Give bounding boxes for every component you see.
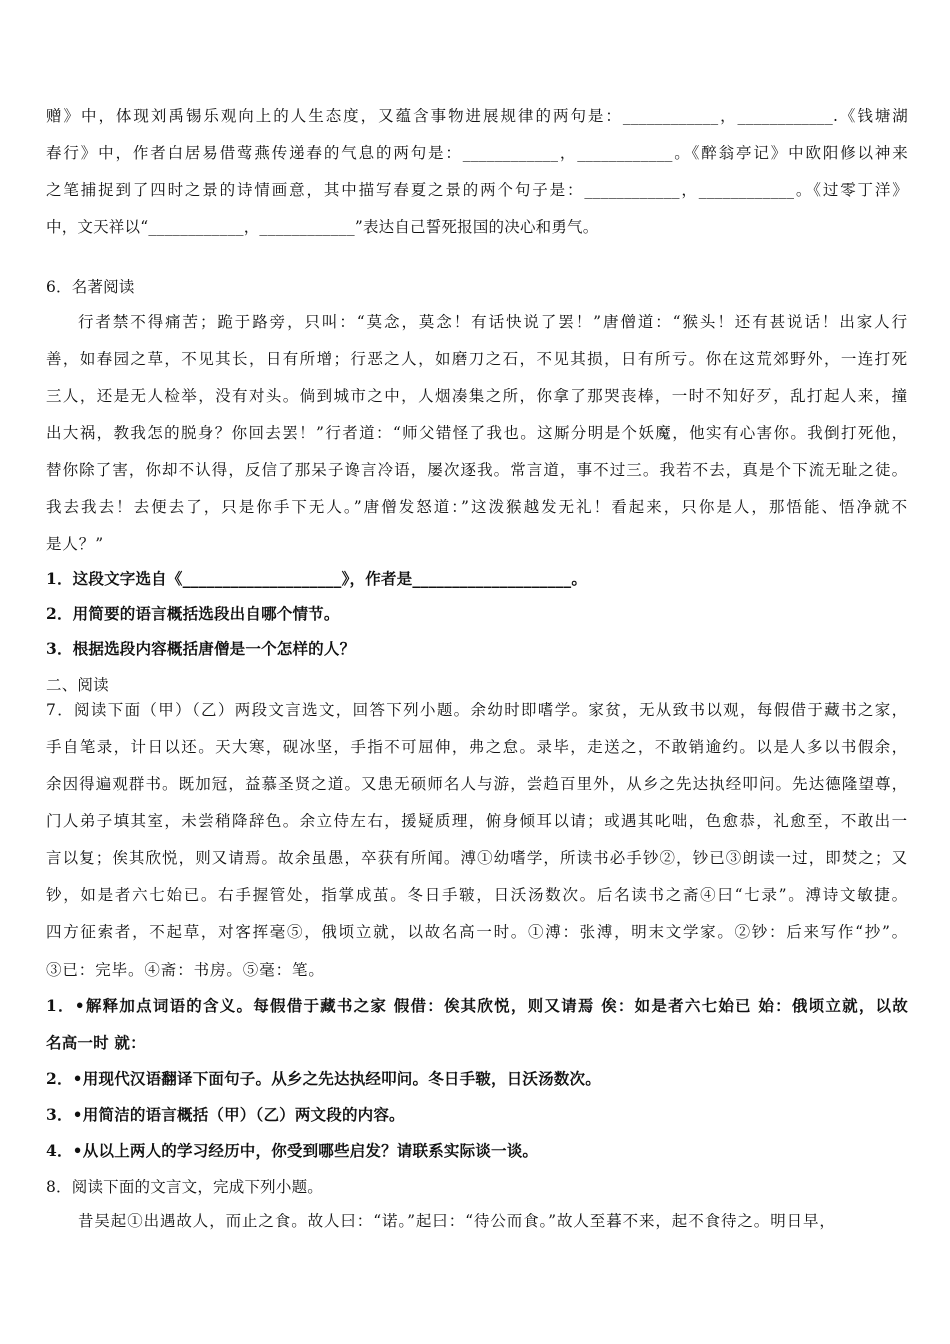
section-heading: 6．名著阅读 <box>46 278 135 296</box>
passage-line: 余因得遍观群书。既加冠，益慕圣贤之道。又患无硕师名人与游，尝趋百里外，从乡之先达执经叩问。先达德隆望尊， <box>46 775 908 793</box>
question-item: 1．这段文字选自《____________________》，作者是____________________。 <box>46 569 588 588</box>
passage-line: 三人，还是无人检举，没有对头。倘到城市之中，人烟凑集之所，你拿了那哭丧棒，一时不知好歹，乱打起人来，撞 <box>46 387 908 405</box>
text-line: 中，文天祥以“____________，____________”表达自己誓死报国的决心和勇气。 <box>46 218 599 236</box>
text-line: 赠》中，体现刘禹锡乐观向上的人生态度，又蕴含事物进展规律的两句是：____________，____________.《钱塘湖 <box>46 107 908 125</box>
text-line: 春行》中，作者白居易借莺燕传递春的气息的两句是：____________，____________。《醉翁亭记》中欧阳修以神来 <box>46 144 908 162</box>
question-item: 4．•从以上两人的学习经历中，你受到哪些启发？请联系实际谈一谈。 <box>46 1141 539 1160</box>
question-item: 2．•用现代汉语翻译下面句子。从乡之先达执经叩问。冬日手皲，日沃汤数次。 <box>46 1069 601 1088</box>
passage-line: 四方征索者，不起草，对客挥毫⑤，俄顷立就，以故名高一时。①溥：张溥，明末文学家。②钞：后来写作“抄”。 <box>46 923 908 941</box>
passage-line: 替你除了害，你却不认得，反信了那呆子谗言冷语，屡次逐我。常言道，事不过三。我若不去，真是个下流无耻之徒。 <box>46 461 908 479</box>
passage-line: 是人？” <box>46 535 105 553</box>
question-item: 2．用简要的语言概括选段出自哪个情节。 <box>46 604 340 623</box>
passage-line: 7．阅读下面（甲）（乙）两段文言选文，回答下列小题。余幼时即嗜学。家贫，无从致书以观，每假借于藏书之家， <box>46 701 908 719</box>
passage-line: ③已：完毕。④斋：书房。⑤毫：笔。 <box>46 961 325 979</box>
passage-line: 手自笔录，计日以还。天大寒，砚冰坚，手指不可屈伸，弗之怠。录毕，走送之，不敢销逾约。以是人多以书假余， <box>46 738 908 756</box>
passage-line: 行者禁不得痛苦；跪于路旁，只叫：“莫念，莫念！有话快说了罢！”唐僧道：“猴头！还有甚说话！出家人行 <box>78 313 908 331</box>
question-item: 名高一时 就： <box>46 1033 146 1052</box>
passage-line: 出大祸，教我怎的脱身？你回去罢！”行者道：“师父错怪了我也。这厮分明是个妖魔，他实有心害你。我倒打死他， <box>46 424 908 442</box>
question-item: 1．•解释加点词语的含义。每假借于藏书之家 假借：俟其欣悦，则又请焉 俟：如是者六七始已 始：俄顷立就，以故 <box>46 996 908 1015</box>
section-heading: 二、阅读 <box>46 676 109 694</box>
passage-line: 钞，如是者六七始已。右手握管处，指掌成茧。冬日手皲，日沃汤数次。后名读书之斋④曰“七录”。溥诗文敏捷。 <box>46 886 908 904</box>
passage-line: 言以复；俟其欣悦，则又请焉。故余虽愚，卒获有所闻。溥①幼嗜学，所读书必手钞②，钞已③朗读一过，即焚之；又 <box>46 849 908 867</box>
question-item: 3．•用简洁的语言概括（甲）（乙）两文段的内容。 <box>46 1105 405 1124</box>
question-item: 3．根据选段内容概括唐僧是一个怎样的人？ <box>46 639 356 658</box>
passage-line: 我去我去！去便去了，只是你手下无人。”唐僧发怒道：”这泼猴越发无礼！看起来，只你是人，那悟能、悟净就不 <box>46 498 908 516</box>
question-item: 8．阅读下面的文言文，完成下列小题。 <box>46 1178 323 1196</box>
passage-line: 善，如春园之草，不见其长，日有所增；行恶之人，如磨刀之石，不见其损，日有所亏。你在这荒郊野外，一连打死 <box>46 350 908 368</box>
passage-line: 昔吴起①出遇故人，而止之食。故人曰：“诺。”起曰：“待公而食。”故人至暮不来，起不食待之。明日早， <box>78 1212 836 1230</box>
text-line: 之笔捕捉到了四时之景的诗情画意，其中描写春夏之景的两个句子是：____________，____________。《过零丁洋》 <box>46 181 908 199</box>
passage-line: 门人弟子填其室，未尝稍降辞色。余立侍左右，援疑质理，俯身倾耳以请；或遇其叱咄，色愈恭，礼愈至，不敢出一 <box>46 812 908 830</box>
